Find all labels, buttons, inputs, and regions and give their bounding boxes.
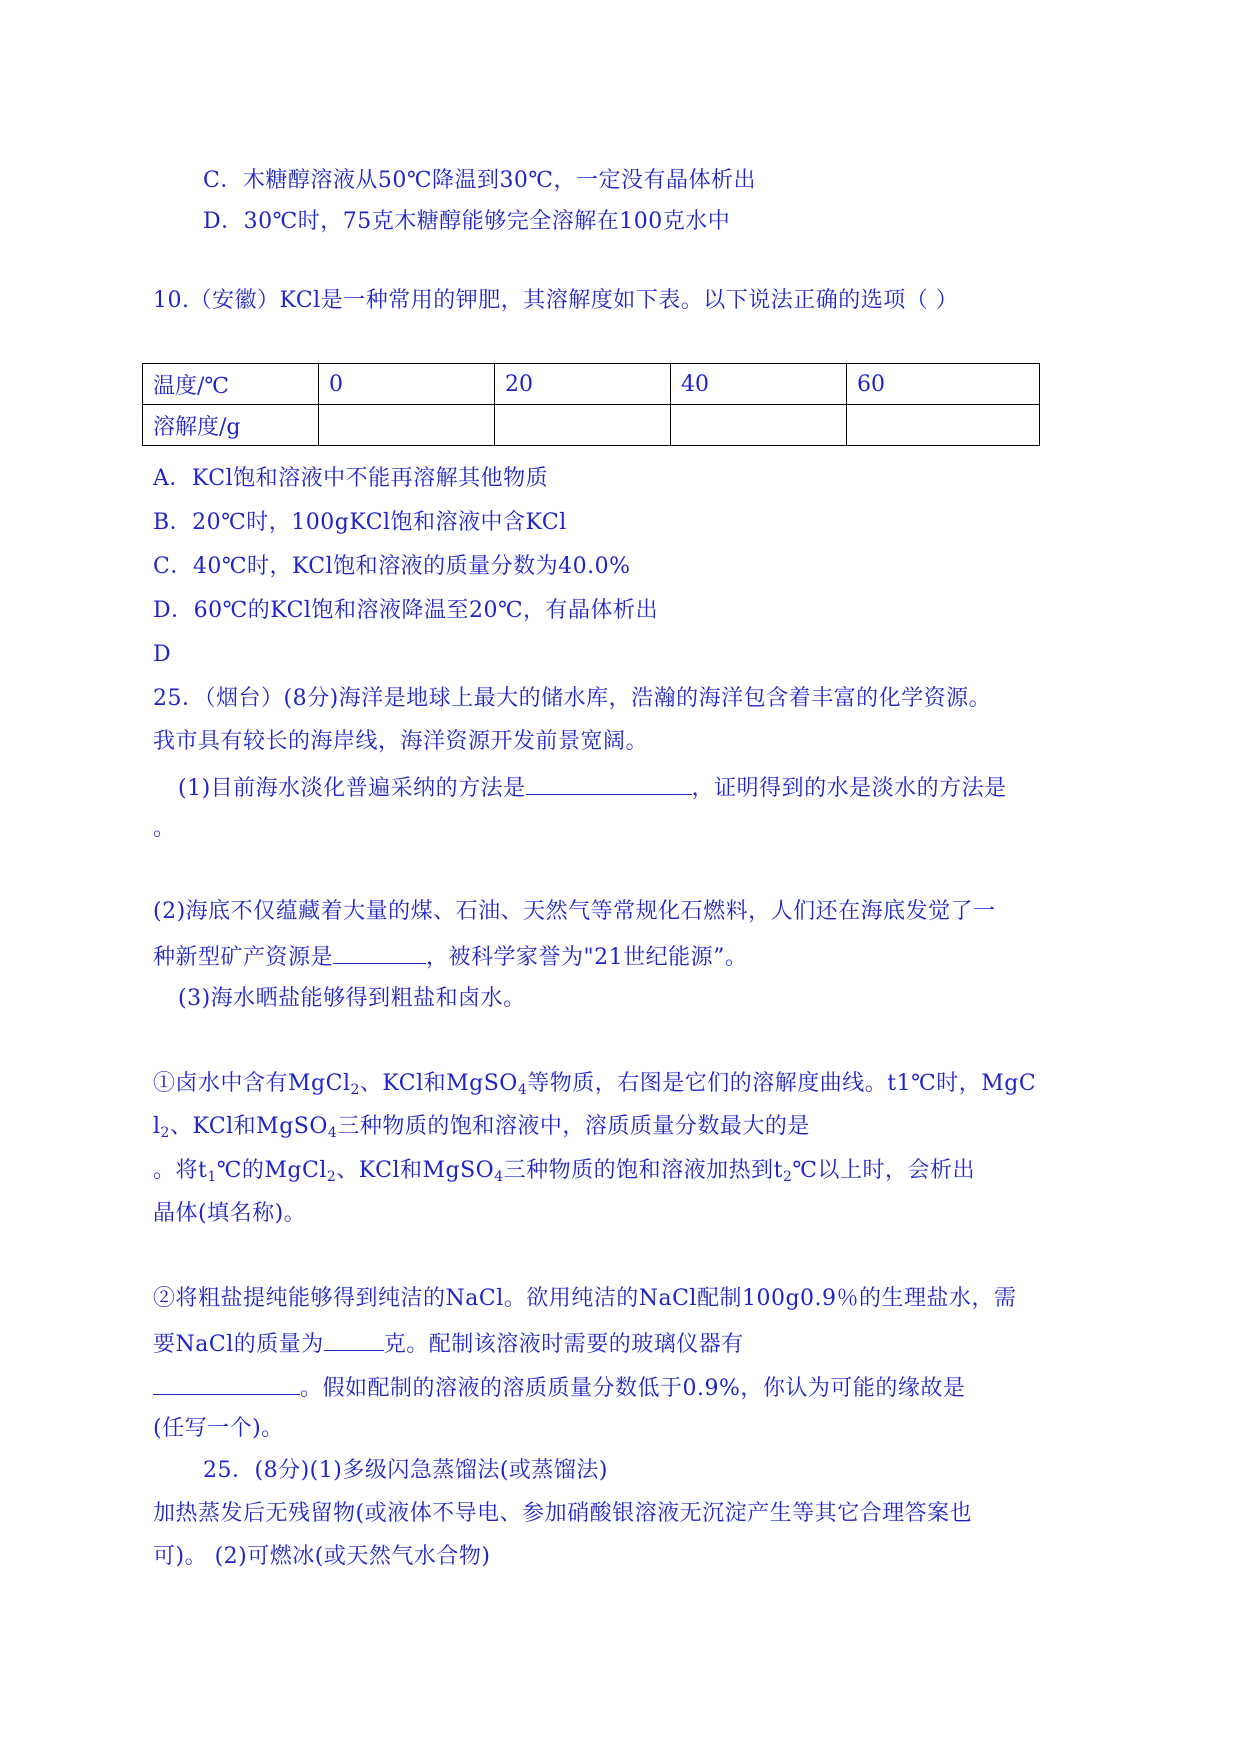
- table-cell: 溶解度/g: [143, 405, 319, 446]
- subscript: 2: [160, 1125, 170, 1141]
- c1-text: 。将t: [153, 1158, 208, 1183]
- c1-text: ①卤水中含有MgCl: [153, 1071, 351, 1096]
- q25-part2-line1: (2)海底不仅蕴藏着大量的煤、石油、天然气等常规化石燃料，人们还在海底发觉了一: [153, 899, 996, 924]
- subscript: 2: [782, 1169, 793, 1185]
- subscript: 4: [327, 1125, 338, 1141]
- c1-text: 、KCl和MgSO: [336, 1158, 495, 1183]
- q25-stem-line2: 我市具有较长的海岸线，海洋资源开发前景宽阔。: [153, 729, 649, 754]
- q25-part1: [178, 772, 1007, 803]
- q9-option-d: D．30℃时，75克木糖醇能够完全溶解在100克水中: [203, 209, 731, 234]
- q25-part2-line2: [153, 941, 747, 972]
- q10-answer: D: [153, 642, 172, 667]
- q25-answer-line3: 可)。 (2)可燃冰(或天然气水合物): [153, 1544, 491, 1569]
- table-row: [143, 364, 1040, 405]
- table-row: [143, 405, 1040, 446]
- table-cell: [671, 405, 847, 446]
- part1-text-a: (1)目前海水淡化普遍采纳的方法是: [178, 776, 526, 801]
- c2-text: 要NaCl的质量为: [153, 1332, 324, 1357]
- c2-text: 。假如配制的溶液的溶质质量分数低于0.9%，你认为可能的缘故是: [300, 1376, 966, 1401]
- desalination-method-blank[interactable]: [526, 772, 692, 795]
- part2-text-b: 种新型矿产资源是: [153, 945, 334, 970]
- new-resource-blank[interactable]: [333, 941, 426, 964]
- q10-option-a: A．KCl饱和溶液中不能再溶解其他物质: [153, 466, 549, 491]
- part2-text-c: ，被科学家誉为"21世纪能源”。: [426, 945, 748, 970]
- q25-answer-line1: 25．(8分)(1)多级闪急蒸馏法(或蒸馏法): [203, 1458, 608, 1483]
- table-cell: 40: [671, 364, 847, 405]
- solubility-table: [142, 363, 1040, 446]
- q25-part3: (3)海水晒盐能够得到粗盐和卤水。: [178, 986, 526, 1011]
- subscript: 2: [350, 1082, 360, 1098]
- c1-text: ℃以上时，会析出: [792, 1158, 976, 1183]
- q25-c1-line3: [153, 1157, 975, 1185]
- q25-c1-line1: [153, 1070, 1036, 1098]
- q25-answer-line2: 加热蒸发后无残留物(或液体不导电、参加硝酸银溶液无沉淀产生等其它合理答案也: [153, 1501, 973, 1526]
- table-cell: 60: [847, 364, 1040, 405]
- table-cell: 0: [319, 364, 495, 405]
- table-cell: [847, 405, 1040, 446]
- q25-c2-line3: [153, 1372, 965, 1403]
- part1-end: 。: [153, 816, 176, 841]
- table-cell: 温度/℃: [143, 364, 319, 405]
- q25-c2-line2: [153, 1328, 744, 1359]
- q10-option-b: B．20℃时，100gKCl饱和溶液中含KCl: [153, 510, 567, 535]
- table-cell: [495, 405, 671, 446]
- c1-text: 等物质，右图是它们的溶解度曲线。t1℃时，MgC: [527, 1071, 1037, 1096]
- q9-option-c: C．木糖醇溶液从50℃降温到30℃，一定没有晶体析出: [203, 168, 757, 193]
- subscript: 4: [517, 1082, 528, 1098]
- q10-stem: 10.（安徽）KCl是一种常用的钾肥，其溶解度如下表。以下说法正确的选项（ ）: [153, 288, 959, 313]
- c1-text: 、KCl和MgSO: [169, 1114, 328, 1139]
- subscript: 1: [207, 1169, 217, 1185]
- q25-c1-line4: 晶体(填名称)。: [153, 1201, 307, 1226]
- q10-option-c: C．40℃时，KCl饱和溶液的质量分数为40.0%: [153, 554, 631, 579]
- c1-text: 三种物质的饱和溶液中，溶质质量分数最大的是: [337, 1114, 810, 1139]
- c1-text: l: [153, 1114, 161, 1139]
- subscript: 4: [494, 1169, 504, 1185]
- glassware-blank[interactable]: [153, 1372, 300, 1395]
- table-cell: [319, 405, 495, 446]
- c1-text: 、KCl和MgSO: [359, 1071, 518, 1096]
- part1-text-b: ，证明得到的水是淡水的方法是: [691, 776, 1007, 801]
- c1-text: ℃的MgCl: [216, 1158, 327, 1183]
- nacl-mass-blank[interactable]: [324, 1328, 384, 1351]
- c1-text: 三种物质的饱和溶液加热到t: [503, 1158, 783, 1183]
- table-cell: 20: [495, 364, 671, 405]
- q25-c2-line4: (任写一个)。: [153, 1416, 284, 1441]
- c2-text: 克。配制该溶液时需要的玻璃仪器有: [383, 1332, 744, 1357]
- q25-stem-line1: 25．（烟台）(8分)海洋是地球上最大的储水库，浩瀚的海洋包含着丰富的化学资源。: [153, 686, 992, 711]
- q10-option-d: D．60℃的KCl饱和溶液降温至20℃，有晶体析出: [153, 598, 659, 623]
- q25-c1-line2: [153, 1113, 810, 1141]
- subscript: 2: [326, 1169, 337, 1185]
- q25-c2-line1: ②将粗盐提纯能够得到纯洁的NaCl。欲用纯洁的NaCl配制100g0.9％的生理盐水，需: [153, 1286, 1017, 1311]
